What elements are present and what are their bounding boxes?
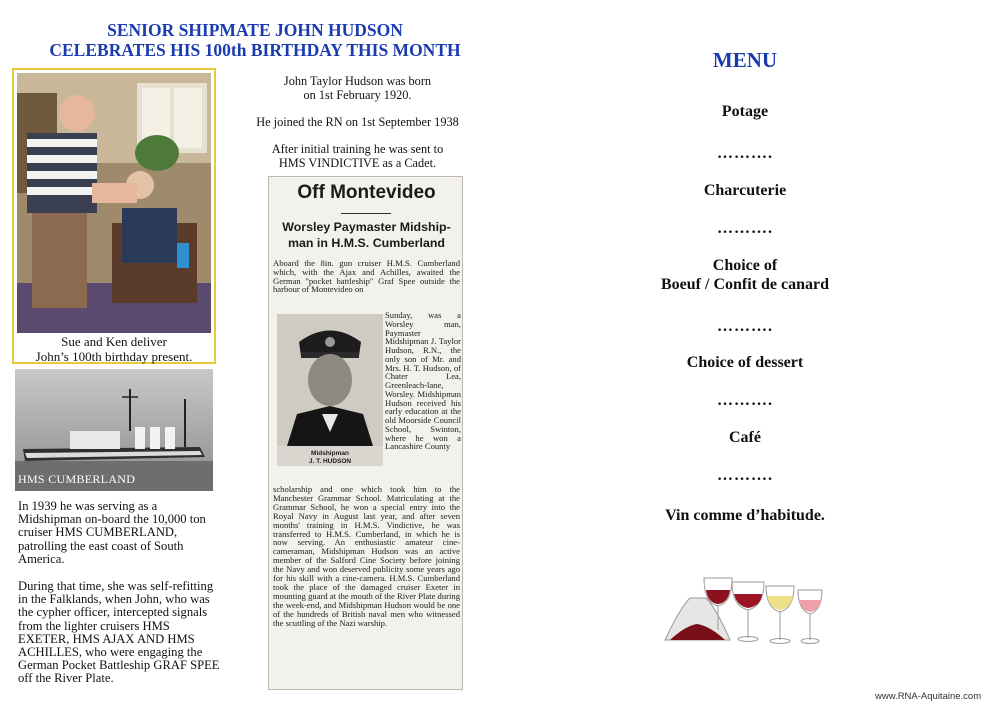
portrait-caption-line-2: J. T. HUDSON	[308, 458, 352, 465]
ship-caption: HMS CUMBERLAND	[18, 472, 136, 486]
portrait-caption-line-1: Midshipman	[311, 450, 349, 457]
intro-birth	[250, 75, 465, 102]
intro-training-line-1: After initial training he was sent to	[271, 142, 444, 156]
intro-birth-line-1: John Taylor Hudson was born	[283, 74, 432, 88]
menu-item-potage: Potage	[721, 103, 769, 120]
menu-separator: ……….	[717, 318, 773, 335]
clipping-lead-text: Aboard the 8in. gun cruiser H.M.S. Cumberland which, with the Ajax and Achilles, awaited the German "pocket battleship" Graf Spee outside the harbour of Montevideo on	[273, 258, 460, 295]
intro-joined: He joined the RN on 1st September 1938	[256, 115, 459, 129]
birthday-photo	[17, 73, 211, 333]
clipping-subhead	[273, 219, 460, 251]
story-paragraph-2: During that time, she was self-refitting in the Falklands, when John, who was the cypher officer, intercepted signals from the lighter cruisers HMS EXETER, HMS AJAX AND HMS ACHILLES, who were engaging the German Pocket Battleship GRAF SPEE off the River Plate.	[18, 579, 220, 686]
clipping-rule	[341, 213, 391, 214]
menu-separator: ……….	[717, 392, 773, 409]
menu-separator: ……….	[717, 220, 773, 237]
menu-item-cafe: Café	[729, 429, 761, 446]
menu-item-main-choice	[620, 256, 870, 294]
menu-separator: ……….	[717, 145, 773, 162]
clipping-body-text: scholarship and one which took him to the Manchester Grammar School. Matriculating at the Grammar School, he won a special entry into the Royal Navy in August last year, and after seven months' training in H.M.S. Vindictive, he was transferred to H.M.S. Cumberland, in which he is now serving. An enthusiastic amateur cine-cameraman, Midshipman Hudson was an active member of the Salford Cine Society before joining the Navy and won deserved publicity some years ago for his skill with a cine-camera. H.M.S. Cumberland took the place of the damaged cruiser Exeter in mounting guard at the mouth of the River Plate during the week-end, and Midshipman Hudson would be one of the hundreds of British naval men who witnessed the scuttling of the Nazi warship.	[273, 484, 460, 628]
intro-birth-line-2: on 1st February 1920.	[303, 87, 412, 102]
clipping-title: Off Montevideo	[297, 182, 436, 203]
photo-caption-line-1: Sue and Ken deliver	[61, 334, 167, 349]
photo-caption-line-2: John’s 100th birthday present.	[35, 349, 193, 364]
menu-item-charcuterie: Charcuterie	[703, 182, 787, 199]
menu-item-main-line-2: Boeuf / Confit de canard	[661, 276, 829, 293]
photo-caption	[14, 334, 214, 364]
menu-item-wine: Vin comme d’habitude.	[665, 507, 825, 524]
menu-item-main-line-1: Choice of	[712, 257, 778, 274]
story-paragraph-1: In 1939 he was serving as a Midshipman on-board the 10,000 ton cruiser HMS CUMBERLAND, patrolling the east coast of South America.	[18, 499, 206, 566]
intro-training-line-2: HMS VINDICTIVE as a Cadet.	[278, 155, 437, 170]
clipping-subhead-line-1: Worsley Paymaster Midship-	[282, 220, 451, 234]
wine-glasses-icon	[660, 568, 830, 648]
watermark: www.RNA-Aquitaine.com	[875, 691, 982, 702]
midshipman-portrait	[277, 314, 383, 466]
menu-title: MENU	[712, 48, 778, 72]
headline-line-1: SENIOR SHIPMATE JOHN HUDSON	[107, 20, 403, 40]
portrait-caption	[277, 450, 383, 466]
intro-training	[250, 143, 465, 170]
menu-item-dessert: Choice of dessert	[686, 354, 804, 371]
menu-separator: ……….	[717, 467, 773, 484]
clipping-subhead-line-2: man in H.M.S. Cumberland	[288, 236, 445, 250]
headline	[10, 20, 500, 60]
newspaper-clipping	[268, 176, 463, 690]
headline-line-2: CELEBRATES HIS 100th BIRTHDAY THIS MONTH	[49, 40, 461, 60]
birthday-photo-frame	[12, 68, 216, 364]
clipping-right-column: Sunday, was a Worsley man, Paymaster Midshipman J. Taylor Hudson, R.N., the only son of Mr. and Mrs. H. T. Hudson, of Chater Lea, Greenleach-lane, Worsley. Midshipman Hudson received his early education at the old Moorside Council School, Swinton, where he won a Lancashire County	[385, 310, 461, 452]
